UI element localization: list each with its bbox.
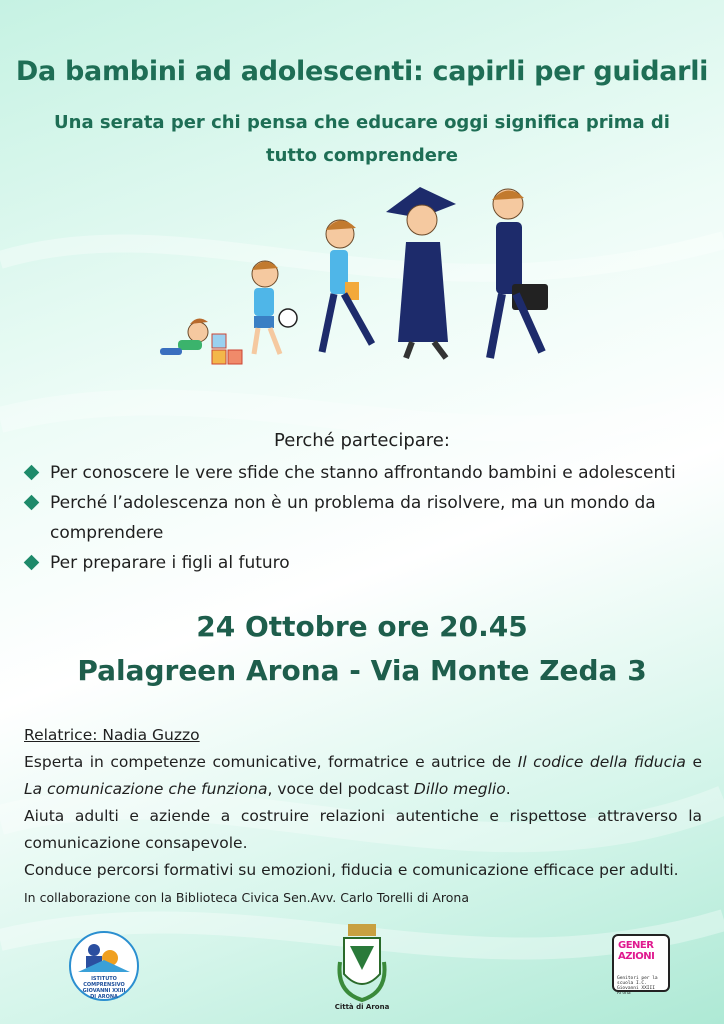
svg-text:COMPRENSIVO: COMPRENSIVO bbox=[83, 982, 125, 988]
graduate-figure bbox=[386, 187, 456, 358]
list-item: Per conoscere le vere sfide che stanno affrontando bambini e adolescenti bbox=[24, 458, 704, 488]
generazioni-logo: GENER AZIONI Genitori per la scuola I.C. Giovanni XXIII Arona bbox=[612, 934, 670, 992]
diamond-bullet-icon bbox=[24, 495, 40, 511]
speaker-bio-2: Aiuta adulti e aziende a costruire relazioni autentiche e rispettose attraverso la comunicazione consapevole. bbox=[24, 807, 702, 852]
speaker-bio: Esperta in competenze comunicative, formatrice e autrice de Il codice della fiducia e La comunicazione che funziona, voce del podcast Dillo meglio. bbox=[24, 753, 702, 798]
svg-text:ISTITUTO: ISTITUTO bbox=[91, 976, 117, 982]
child-figure bbox=[252, 261, 297, 354]
city-caption: Città di Arona bbox=[334, 1003, 390, 1011]
diamond-bullet-icon bbox=[24, 555, 40, 571]
event-date: 24 Ottobre ore 20.45 bbox=[196, 610, 528, 643]
why-title: Perché partecipare: bbox=[274, 430, 450, 451]
list-item: Perché l’adolescenza non è un problema da risolvere, ma un mondo da comprendere bbox=[24, 488, 704, 548]
businessman-figure bbox=[490, 189, 548, 358]
school-logo bbox=[68, 930, 140, 1002]
diamond-bullet-icon bbox=[24, 465, 40, 481]
page-title: Da bambini ad adolescenti: capirli per guidarli bbox=[15, 56, 709, 87]
speaker-label: Relatrice: Nadia Guzzo bbox=[24, 726, 200, 744]
event-place: Palagreen Arona - Via Monte Zeda 3 bbox=[77, 654, 647, 687]
list-item: Per preparare i figli al futuro bbox=[24, 548, 704, 578]
podcast-title: Dillo meglio bbox=[413, 780, 506, 798]
svg-text:DI ARONA: DI ARONA bbox=[90, 994, 118, 1000]
growth-illustration bbox=[150, 182, 580, 377]
speaker-bio-3: Conduce percorsi formativi su emozioni, fiducia e comunicazione efficace per adulti. bbox=[24, 861, 679, 879]
baby-figure bbox=[160, 318, 208, 355]
speaker-section bbox=[24, 722, 702, 884]
book-title: La comunicazione che funziona bbox=[24, 780, 268, 798]
book-title: Il codice della fiducia bbox=[517, 753, 686, 771]
page-subtitle: Una serata per chi pensa che educare oggi significa prima di tutto comprendere bbox=[54, 112, 670, 166]
svg-text:GIOVANNI XXIII: GIOVANNI XXIII bbox=[82, 988, 126, 994]
abc-blocks bbox=[212, 334, 242, 364]
boy-figure bbox=[322, 220, 372, 352]
city-crest-logo bbox=[336, 922, 388, 1012]
collaboration-note: In collaborazione con la Biblioteca Civica Sen.Avv. Carlo Torelli di Arona bbox=[24, 890, 469, 905]
reasons-list bbox=[24, 458, 704, 578]
